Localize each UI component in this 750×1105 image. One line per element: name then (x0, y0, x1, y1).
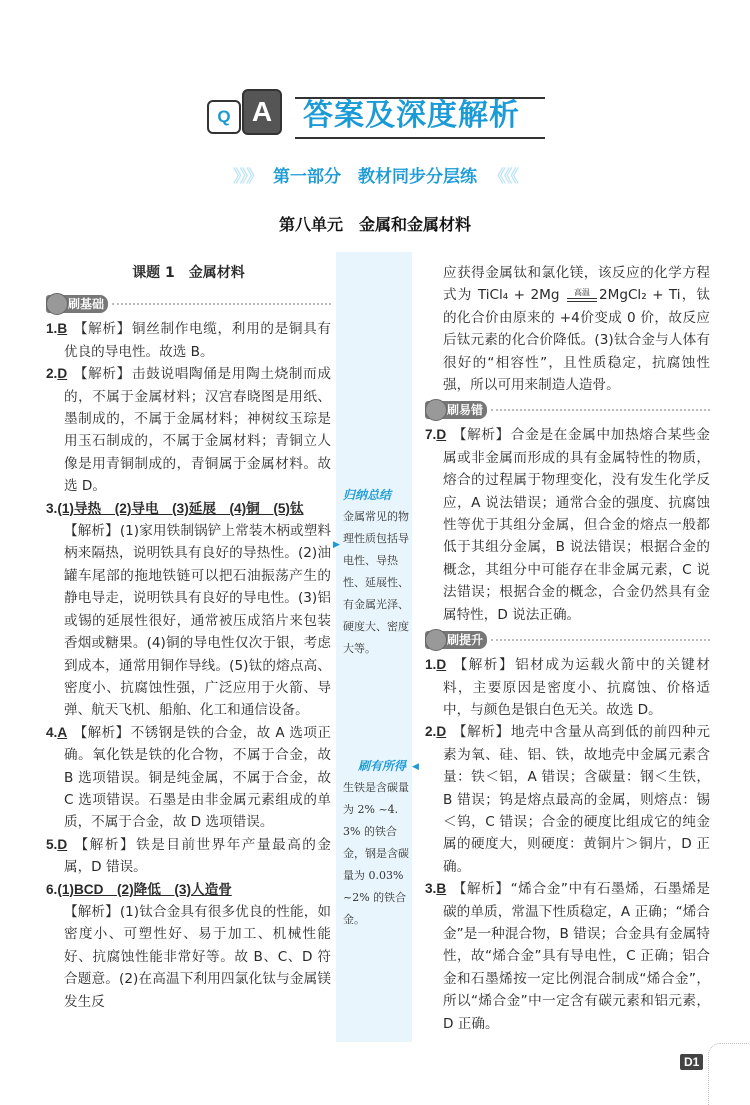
analysis-tag: 【解析】 (64, 523, 119, 540)
note-takeaway (343, 755, 410, 931)
answer-item (425, 654, 710, 721)
chevron-right-icon: 》》》 (233, 167, 261, 187)
analysis-tag: 【解析】 (64, 903, 119, 920)
text: 应获得金属钛和氯化镁，该反应的化学方程式为 TiCl₄ + 2Mg (443, 265, 710, 304)
item-number: 2. (46, 366, 58, 382)
qa-logo (205, 85, 545, 145)
note-text: 生铁是含碳量为 2% ~4.3% 的铁合金，钢是含碳量为 0.03% ~2% 的铁合金。 (343, 781, 409, 926)
dotted-divider (491, 409, 710, 411)
dotted-divider (491, 639, 710, 641)
analysis-text: 合金是在金属中加热熔合某些金属或非金属而形成的具有金属特性的物质，熔合的过程属于物理变化，没有发生化学反应，A 说法错误；通常合金的强度、抗腐蚀性等优于其组分金属，但合金的熔点一般都低于其组分金属，B 说法错误；根据合金的概念，其组分中可能存在非金属元素，C 说法错误；根据合金的概念，合金仍然具有金属特性，D 说法正确。 (443, 427, 711, 623)
item-answer: A (57, 724, 68, 740)
section-badge: 刷易错 (425, 401, 487, 419)
analysis-tag: 【解析】 (73, 321, 131, 338)
item-number: 1. (46, 321, 58, 337)
section-badge: 刷提升 (425, 631, 487, 649)
lesson-title: 课题 1 金属材料 (132, 265, 245, 281)
item-answer: (1)BCD (2)降低 (3)人造骨 (57, 881, 232, 897)
section-improve (425, 628, 710, 652)
note-title: 刷有所得 (357, 759, 406, 773)
equation-arrow (565, 288, 599, 302)
item-number: 6. (46, 881, 58, 897)
item-answer: D (57, 366, 68, 382)
continued-text (425, 262, 710, 396)
analysis-tag: 【解析】 (452, 657, 515, 674)
q-bubble-icon: Q (207, 100, 241, 134)
pointer-left-icon: ◀ (412, 762, 419, 772)
answer-item (425, 424, 710, 626)
analysis-text: 铁是目前世界年产量最高的金属，D 错误。 (64, 836, 332, 876)
analysis-text: 铜丝制作电缆，利用的是铜具有优良的导电性。故选 B。 (64, 321, 332, 360)
analysis-text: 击鼓说唱陶俑是用陶土烧制而成的，不属于金属材料；汉宫春晓图是用纸、墨制成的，不属于金属材料；神树纹玉琮是用玉石制成的，不属于金属材料；青铜立人像是用青铜制成的，青铜属于金属材料。故选 D。 (64, 366, 332, 495)
item-number: 7. (425, 427, 437, 443)
analysis-text: 不锈钢是铁的合金，故 A 选项正确。氧化铁是铁的化合物，不属于合金，故 B 选项错误。铜是纯金属，不属于合金，故 C 选项错误。石墨是由非金属元素组成的单质，不属于合金，故 D 选项错误。 (64, 724, 332, 831)
section-basic (46, 292, 331, 316)
item-answer: B (57, 321, 68, 337)
answer-item (46, 318, 331, 363)
item-number: 1. (425, 657, 437, 673)
answer-item (425, 878, 710, 1035)
analysis-text: (1)家用铁制锅铲上常装木柄或塑料柄来隔热，说明铁具有良好的导热性。(2)油罐车尾部的拖地铁链可以把石油振荡产生的静电导走，说明铁具有良好的导电性。(3)铝或锡的延展性很好，通常被压成箔片来包装香烟或糖果。(4)铜的导电性仅次于银，考虑到成本，通常用铜作导线。(5)钛的熔点高、密度小、抗腐蚀性强，广泛应用于火箭、导弹、航天飞机、船舶、化工和通信设备。 (64, 523, 332, 719)
pointer-right-icon: ▶ (333, 540, 340, 550)
item-number: 4. (46, 724, 58, 740)
note-title: 归纳总结 (343, 488, 392, 502)
item-number: 3. (46, 500, 58, 516)
item-number: 5. (46, 836, 58, 852)
analysis-tag: 【解析】 (452, 724, 510, 741)
item-answer: D (436, 427, 447, 443)
analysis-text: (1)钛合金具有很多优良的性能，如密度小、可塑性好、易于加工、机械性能好、抗腐蚀性能非常好等。故 B、C、D 符合题意。(2)在高温下利用四氯化钛与金属镁发生反 (64, 903, 332, 1010)
right-column (425, 262, 710, 1035)
chevron-left-icon: 《《《 (489, 167, 517, 187)
a-bubble-icon: A (242, 89, 282, 135)
page-title: 答案及深度解析 (303, 98, 520, 133)
analysis-tag: 【解析】 (73, 724, 130, 741)
analysis-tag: 【解析】 (452, 881, 510, 898)
answer-item (46, 834, 331, 879)
item-answer: D (57, 836, 68, 852)
analysis-text: 地壳中含量从高到低的前四种元素为氧、硅、铝、铁，故地壳中金属元素含量：铁＜铝，A 错误；含碳量：钢＜生铁，B 错误；钨是熔点最高的金属，则熔点：锡＜钨，C 错误；合金的硬度比组成它的纯金属的硬度大，则硬度：黄铜片＞铜片，D 正确。 (443, 724, 711, 875)
analysis-tag: 【解析】 (73, 836, 136, 853)
analysis-tag: 【解析】 (73, 366, 131, 383)
answer-item (46, 722, 331, 834)
item-number: 2. (425, 724, 437, 740)
answer-item (46, 879, 331, 1013)
analysis-text: “烯合金”中有石墨烯，石墨烯是碳的单质，常温下性质稳定，A 正确；“烯合金”是一种混合物，B 错误；合金具有金属特性，故“烯合金”具有导电性，C 正确；铝合金和石墨烯按一定比例混合制成“烯合金”，所以“烯合金”中一定含有碳元素和铝元素，D 正确。 (443, 881, 711, 1032)
unit-title: 第八单元 金属和金属材料 (278, 215, 471, 234)
item-answer: D (436, 724, 447, 740)
note-summary (343, 484, 410, 660)
dotted-divider (112, 303, 331, 305)
section-error (425, 398, 710, 422)
answer-item (425, 721, 710, 878)
part-title-text: 第一部分 教材同步分层练 (273, 167, 477, 187)
page-number: D1 (680, 1054, 703, 1070)
page-corner (708, 1043, 750, 1105)
note-text: 金属常见的物理性质包括导电性、导热性、延展性、有金属光泽、硬度大、密度大等。 (343, 510, 409, 655)
item-answer: B (436, 881, 447, 897)
text: 2MgCl₂ + Ti，钛的化合价由原来的 +4价变成 0 价，故反应后钛元素的化合价降低。(3)钛合金与人体有很好的“相容性”，且性质稳定，抗腐蚀性强，所以可用来制造人造骨。 (443, 287, 710, 394)
reaction-condition: 高温 (573, 288, 590, 298)
part-title (0, 162, 750, 187)
item-answer: D (436, 657, 447, 673)
section-badge: 刷基础 (46, 295, 108, 313)
left-column (46, 262, 331, 1013)
item-number: 3. (425, 881, 437, 897)
analysis-text: 铝材成为运载火箭中的关键材料，主要原因是密度小、抗腐蚀、价格适中，与颜色是银白色无关。故选 D。 (443, 657, 711, 718)
answer-item (46, 498, 331, 722)
analysis-tag: 【解析】 (452, 427, 510, 444)
item-answer: (1)导热 (2)导电 (3)延展 (4)铜 (5)钛 (57, 500, 304, 516)
answer-item (46, 363, 331, 497)
